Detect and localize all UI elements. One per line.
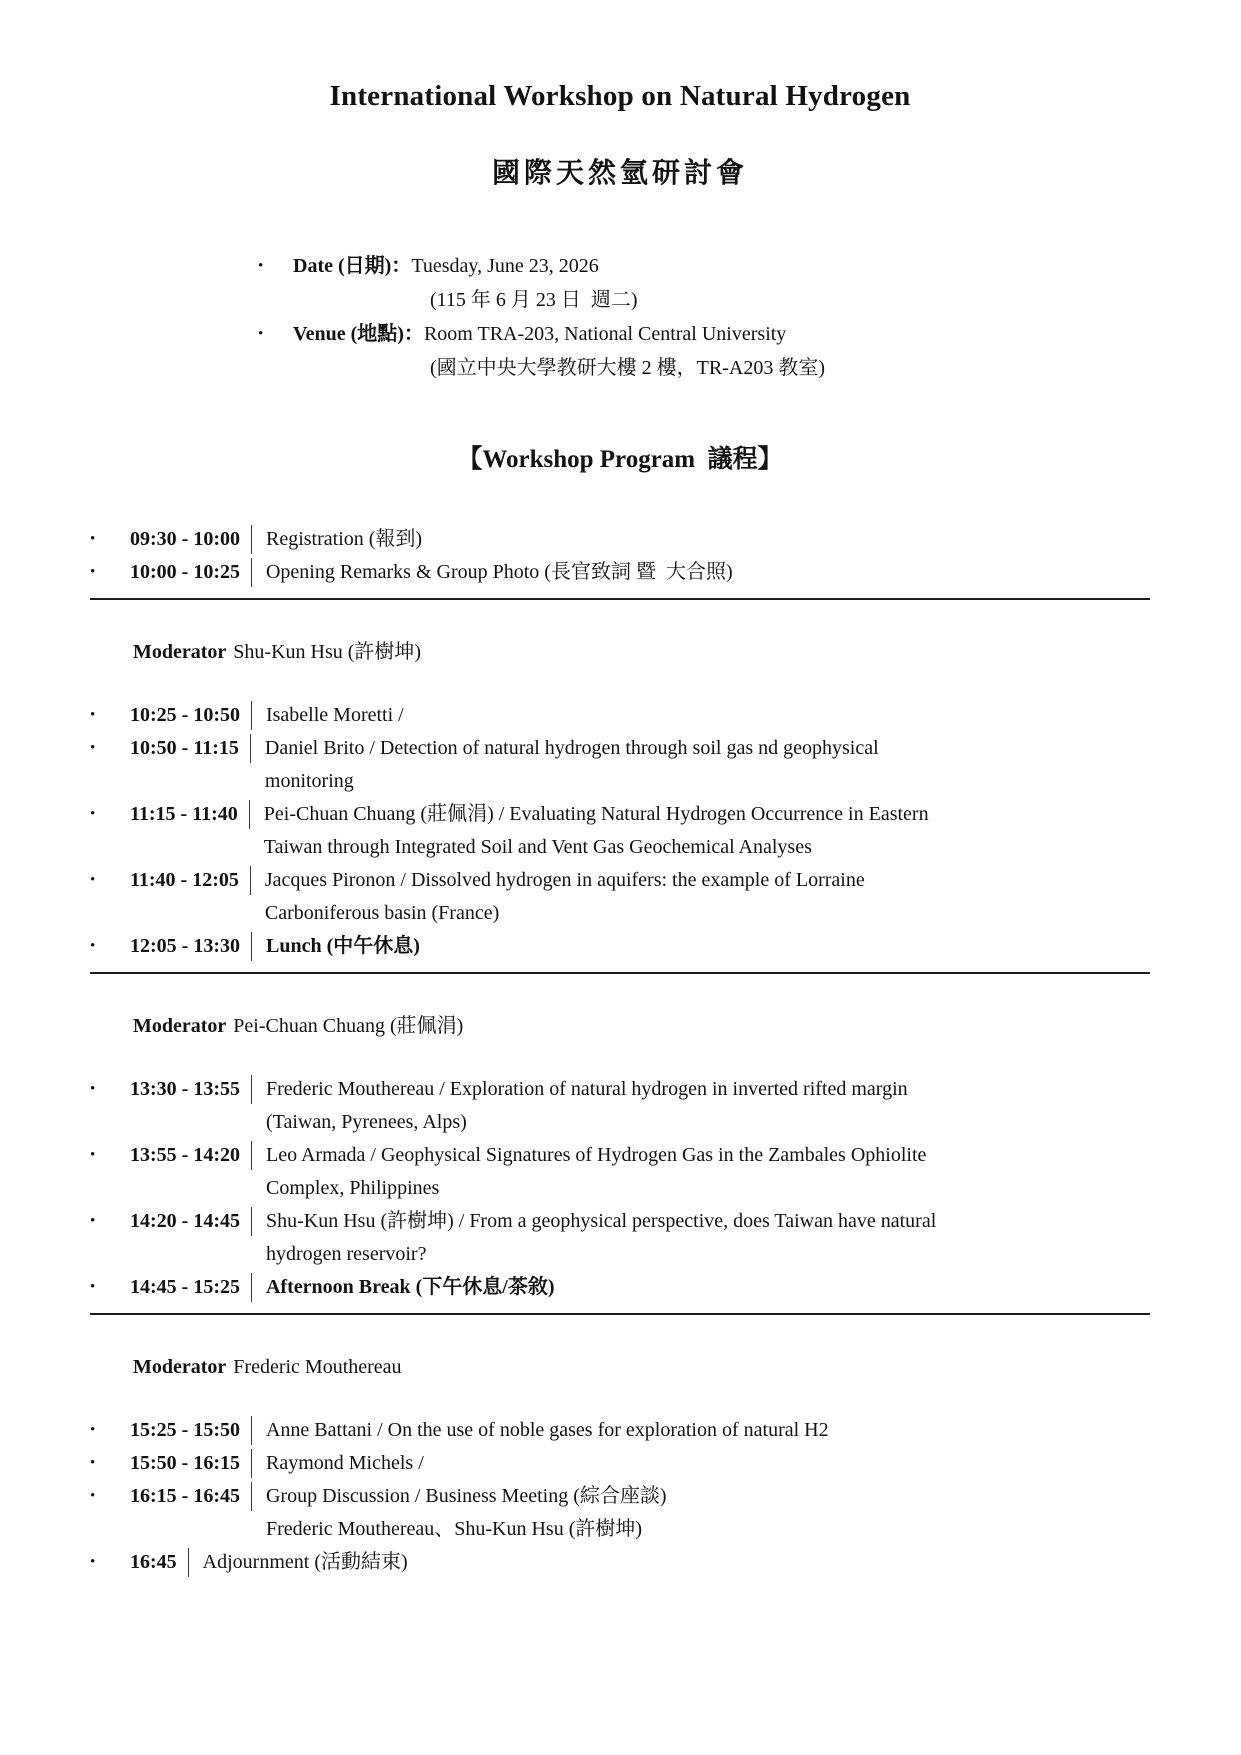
item-time: 13:55 - 14:20 <box>130 1144 240 1166</box>
item-description <box>265 732 1150 798</box>
program-item <box>90 556 1150 589</box>
program-sections <box>90 523 1150 1579</box>
bullet-icon: • <box>90 806 96 822</box>
bullet-icon: • <box>90 1147 96 1163</box>
item-description <box>266 556 1150 589</box>
time-divider-bar <box>251 1207 252 1236</box>
program-section <box>90 1351 1150 1579</box>
program-item <box>90 699 1150 732</box>
time-divider-bar <box>251 1416 252 1445</box>
program-section <box>90 523 1150 600</box>
page-title: International Workshop on Natural Hydrogen <box>329 80 911 112</box>
bullet-icon: • <box>258 326 264 342</box>
item-description <box>203 1546 1150 1579</box>
moderator-line <box>133 1351 1150 1384</box>
item-time: 15:50 - 16:15 <box>130 1452 240 1474</box>
bullet-icon: • <box>90 1422 96 1438</box>
description-line: Complex, Philippines <box>265 1177 440 1199</box>
program-section <box>90 636 1150 974</box>
description-line: Isabelle Moretti / <box>265 704 404 726</box>
program-item <box>90 1414 1150 1447</box>
description-line: Anne Battani / On the use of noble gases for exploration of natural H2 <box>265 1419 829 1441</box>
date-value: Tuesday, June 23, 2026 <box>411 255 599 277</box>
item-time: 15:25 - 15:50 <box>130 1419 240 1441</box>
date-label: Date (日期)： <box>293 255 412 277</box>
item-time: 16:15 - 16:45 <box>130 1485 240 1507</box>
moderator-name: Frederic Mouthereau <box>233 1356 402 1378</box>
bullet-icon: • <box>90 938 96 954</box>
moderator-label: Moderator <box>133 1356 227 1378</box>
program-item <box>90 1139 1150 1205</box>
item-time: 11:15 - 11:40 <box>130 803 238 825</box>
program-item <box>90 1546 1150 1579</box>
item-time: 16:45 <box>130 1551 177 1573</box>
item-description <box>264 798 1150 864</box>
bullet-icon: • <box>90 1081 96 1097</box>
date-value-chinese: (115 年 6 月 23 日 週二) <box>430 289 638 311</box>
page-title-chinese: 國際天然氫研討會 <box>491 158 748 189</box>
info-item-venue <box>258 317 1150 385</box>
bullet-icon: • <box>90 1455 96 1471</box>
bullet-icon: • <box>258 258 264 274</box>
bullet-icon: • <box>90 1279 96 1295</box>
item-description <box>266 1414 1150 1447</box>
time-divider-bar <box>251 1075 252 1104</box>
program-heading: 【Workshop Program 議程】 <box>457 446 783 473</box>
time-divider-bar <box>251 558 252 587</box>
moderator-line <box>133 1010 1150 1043</box>
time-divider-bar <box>251 701 252 730</box>
item-description <box>266 1139 1150 1205</box>
moderator-name: Pei-Chuan Chuang (莊佩涓) <box>233 1015 464 1037</box>
event-info-list <box>258 249 1150 385</box>
item-description <box>266 1271 1150 1304</box>
item-description <box>266 1480 1150 1546</box>
item-time: 10:50 - 11:15 <box>130 737 239 759</box>
venue-value-chinese: (國立中央大學教研大樓 2 樓，TR-A203 教室) <box>430 357 825 379</box>
time-divider-bar <box>251 1273 252 1302</box>
time-divider-bar <box>251 1449 252 1478</box>
item-description <box>266 1073 1150 1139</box>
item-time: 13:30 - 13:55 <box>130 1078 240 1100</box>
program-item <box>90 1073 1150 1139</box>
item-time: 10:00 - 10:25 <box>130 561 240 583</box>
bullet-icon: • <box>90 707 96 723</box>
program-item <box>90 1480 1150 1546</box>
bullet-icon: • <box>90 872 96 888</box>
program-item <box>90 864 1150 930</box>
time-divider-bar <box>250 866 251 895</box>
info-item-date <box>258 249 1150 317</box>
description-line: Afternoon Break (下午休息/茶敘) <box>265 1276 555 1298</box>
moderator-name: Shu-Kun Hsu (許樹坤) <box>233 641 422 663</box>
description-line: Taiwan through Integrated Soil and Vent Gas Geochemical Analyses <box>263 836 812 858</box>
description-line: Shu-Kun Hsu (許樹坤) / From a geophysical perspective, does Taiwan have natural <box>265 1210 937 1232</box>
time-divider-bar <box>250 734 251 763</box>
description-line: monitoring <box>264 770 354 792</box>
moderator-label: Moderator <box>133 641 227 663</box>
item-time: 11:40 - 12:05 <box>130 869 239 891</box>
bullet-icon: • <box>90 1488 96 1504</box>
moderator-line <box>133 636 1150 669</box>
bullet-icon: • <box>90 564 96 580</box>
moderator-label: Moderator <box>133 1015 227 1037</box>
item-time: 09:30 - 10:00 <box>130 528 240 550</box>
section-divider <box>90 1313 1150 1315</box>
item-description <box>266 523 1150 556</box>
venue-value: Room TRA-203, National Central University <box>423 323 787 345</box>
program-item <box>90 732 1150 798</box>
item-time: 12:05 - 13:30 <box>130 935 240 957</box>
bullet-icon: • <box>90 740 96 756</box>
program-item <box>90 930 1150 963</box>
bullet-icon: • <box>90 531 96 547</box>
item-description <box>265 864 1150 930</box>
item-description <box>266 930 1150 963</box>
item-time: 10:25 - 10:50 <box>130 704 240 726</box>
description-line: Frederic Mouthereau / Exploration of natural hydrogen in inverted rifted margin <box>265 1078 908 1100</box>
time-divider-bar <box>251 525 252 554</box>
program-item <box>90 1447 1150 1480</box>
program-item <box>90 1205 1150 1271</box>
item-description <box>266 1205 1150 1271</box>
program-item <box>90 523 1150 556</box>
time-divider-bar <box>251 1141 252 1170</box>
description-line: Adjournment (活動結束) <box>202 1551 408 1573</box>
bullet-icon: • <box>90 1213 96 1229</box>
item-description <box>266 1447 1150 1480</box>
description-line: Group Discussion / Business Meeting (綜合座談) <box>265 1485 667 1507</box>
description-line: Lunch (中午休息) <box>265 935 420 957</box>
section-divider <box>90 972 1150 974</box>
description-line: Jacques Pironon / Dissolved hydrogen in aquifers: the example of Lorraine <box>264 869 865 891</box>
description-line: Leo Armada / Geophysical Signatures of Hydrogen Gas in the Zambales Ophiolite <box>265 1144 927 1166</box>
description-line: Pei-Chuan Chuang (莊佩涓) / Evaluating Natural Hydrogen Occurrence in Eastern <box>263 803 929 825</box>
description-line: Daniel Brito / Detection of natural hydrogen through soil gas nd geophysical <box>264 737 879 759</box>
item-description <box>266 699 1150 732</box>
program-item <box>90 798 1150 864</box>
program-item <box>90 1271 1150 1304</box>
description-line: hydrogen reservoir? <box>265 1243 427 1265</box>
description-line: Opening Remarks & Group Photo (長官致詞 暨 大合照) <box>265 561 733 583</box>
venue-label: Venue (地點)： <box>293 323 424 345</box>
item-time: 14:45 - 15:25 <box>130 1276 240 1298</box>
time-divider-bar <box>251 1482 252 1511</box>
section-divider <box>90 598 1150 600</box>
time-divider-bar <box>188 1548 189 1577</box>
description-line: Registration (報到) <box>265 528 423 550</box>
description-line: (Taiwan, Pyrenees, Alps) <box>265 1111 467 1133</box>
description-line: Frederic Mouthereau、Shu-Kun Hsu (許樹坤) <box>265 1518 643 1540</box>
program-section <box>90 1010 1150 1315</box>
time-divider-bar <box>249 800 250 829</box>
bullet-icon: • <box>90 1554 96 1570</box>
description-line: Raymond Michels / <box>265 1452 424 1474</box>
description-line: Carboniferous basin (France) <box>264 902 500 924</box>
item-time: 14:20 - 14:45 <box>130 1210 240 1232</box>
time-divider-bar <box>251 932 252 961</box>
